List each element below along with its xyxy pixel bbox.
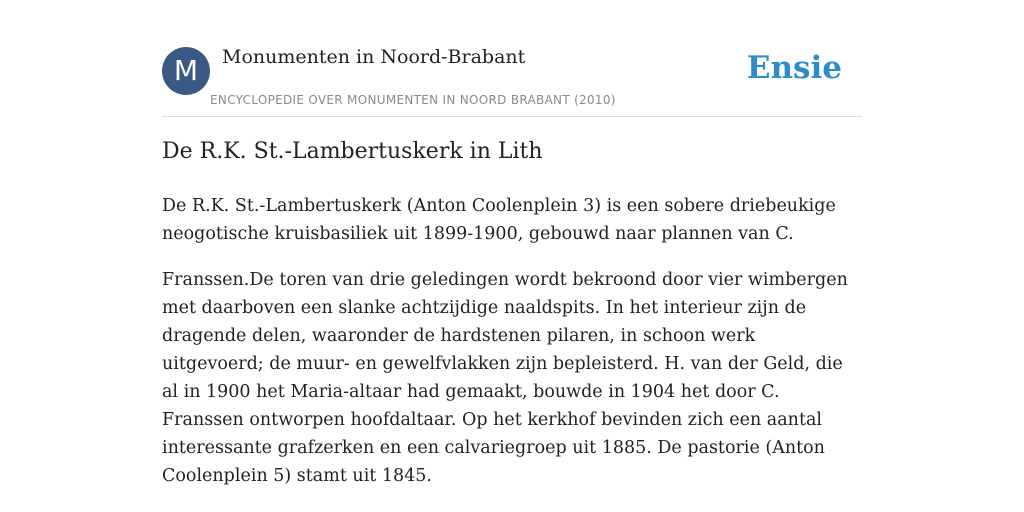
article-body bbox=[162, 192, 862, 508]
page-title: De R.K. St.-Lambertuskerk in Lith bbox=[162, 139, 543, 164]
article-card bbox=[162, 0, 862, 512]
source-avatar[interactable]: M bbox=[162, 47, 210, 95]
article-paragraph: Franssen.De toren van drie geledingen wordt bekroond door vier wimbergen met daarboven een slanke achtzijdige naaldspits. In het interieur zijn de dragende delen, waaronder de hardstenen pilaren, in schoon werk uitgevoerd; de muur- en gewelfvlakken zijn bepleisterd. H. van der Geld, die al in 1900 het Maria-altaar had gemaakt, bouwde in 1904 het door C. Franssen ontworpen hoofdaltaar. Op het kerkhof bevinden zich een aantal interessante grafzerken en een calvariegroep uit 1885. De pastorie (Anton Coolenplein 5) stamt uit 1845. bbox=[162, 270, 848, 486]
source-header bbox=[162, 0, 862, 117]
source-title[interactable]: Monumenten in Noord-Brabant bbox=[222, 46, 526, 68]
source-subtitle: ENCYCLOPEDIE OVER MONUMENTEN IN NOORD BRABANT (2010) bbox=[210, 93, 616, 107]
article-paragraph: De R.K. St.-Lambertuskerk (Anton Coolenplein 3) is een sobere driebeukige neogotische kruisbasiliek uit 1899-1900, gebouwd naar plannen van C. bbox=[162, 196, 836, 244]
ensie-logo[interactable]: Ensie bbox=[746, 50, 842, 86]
